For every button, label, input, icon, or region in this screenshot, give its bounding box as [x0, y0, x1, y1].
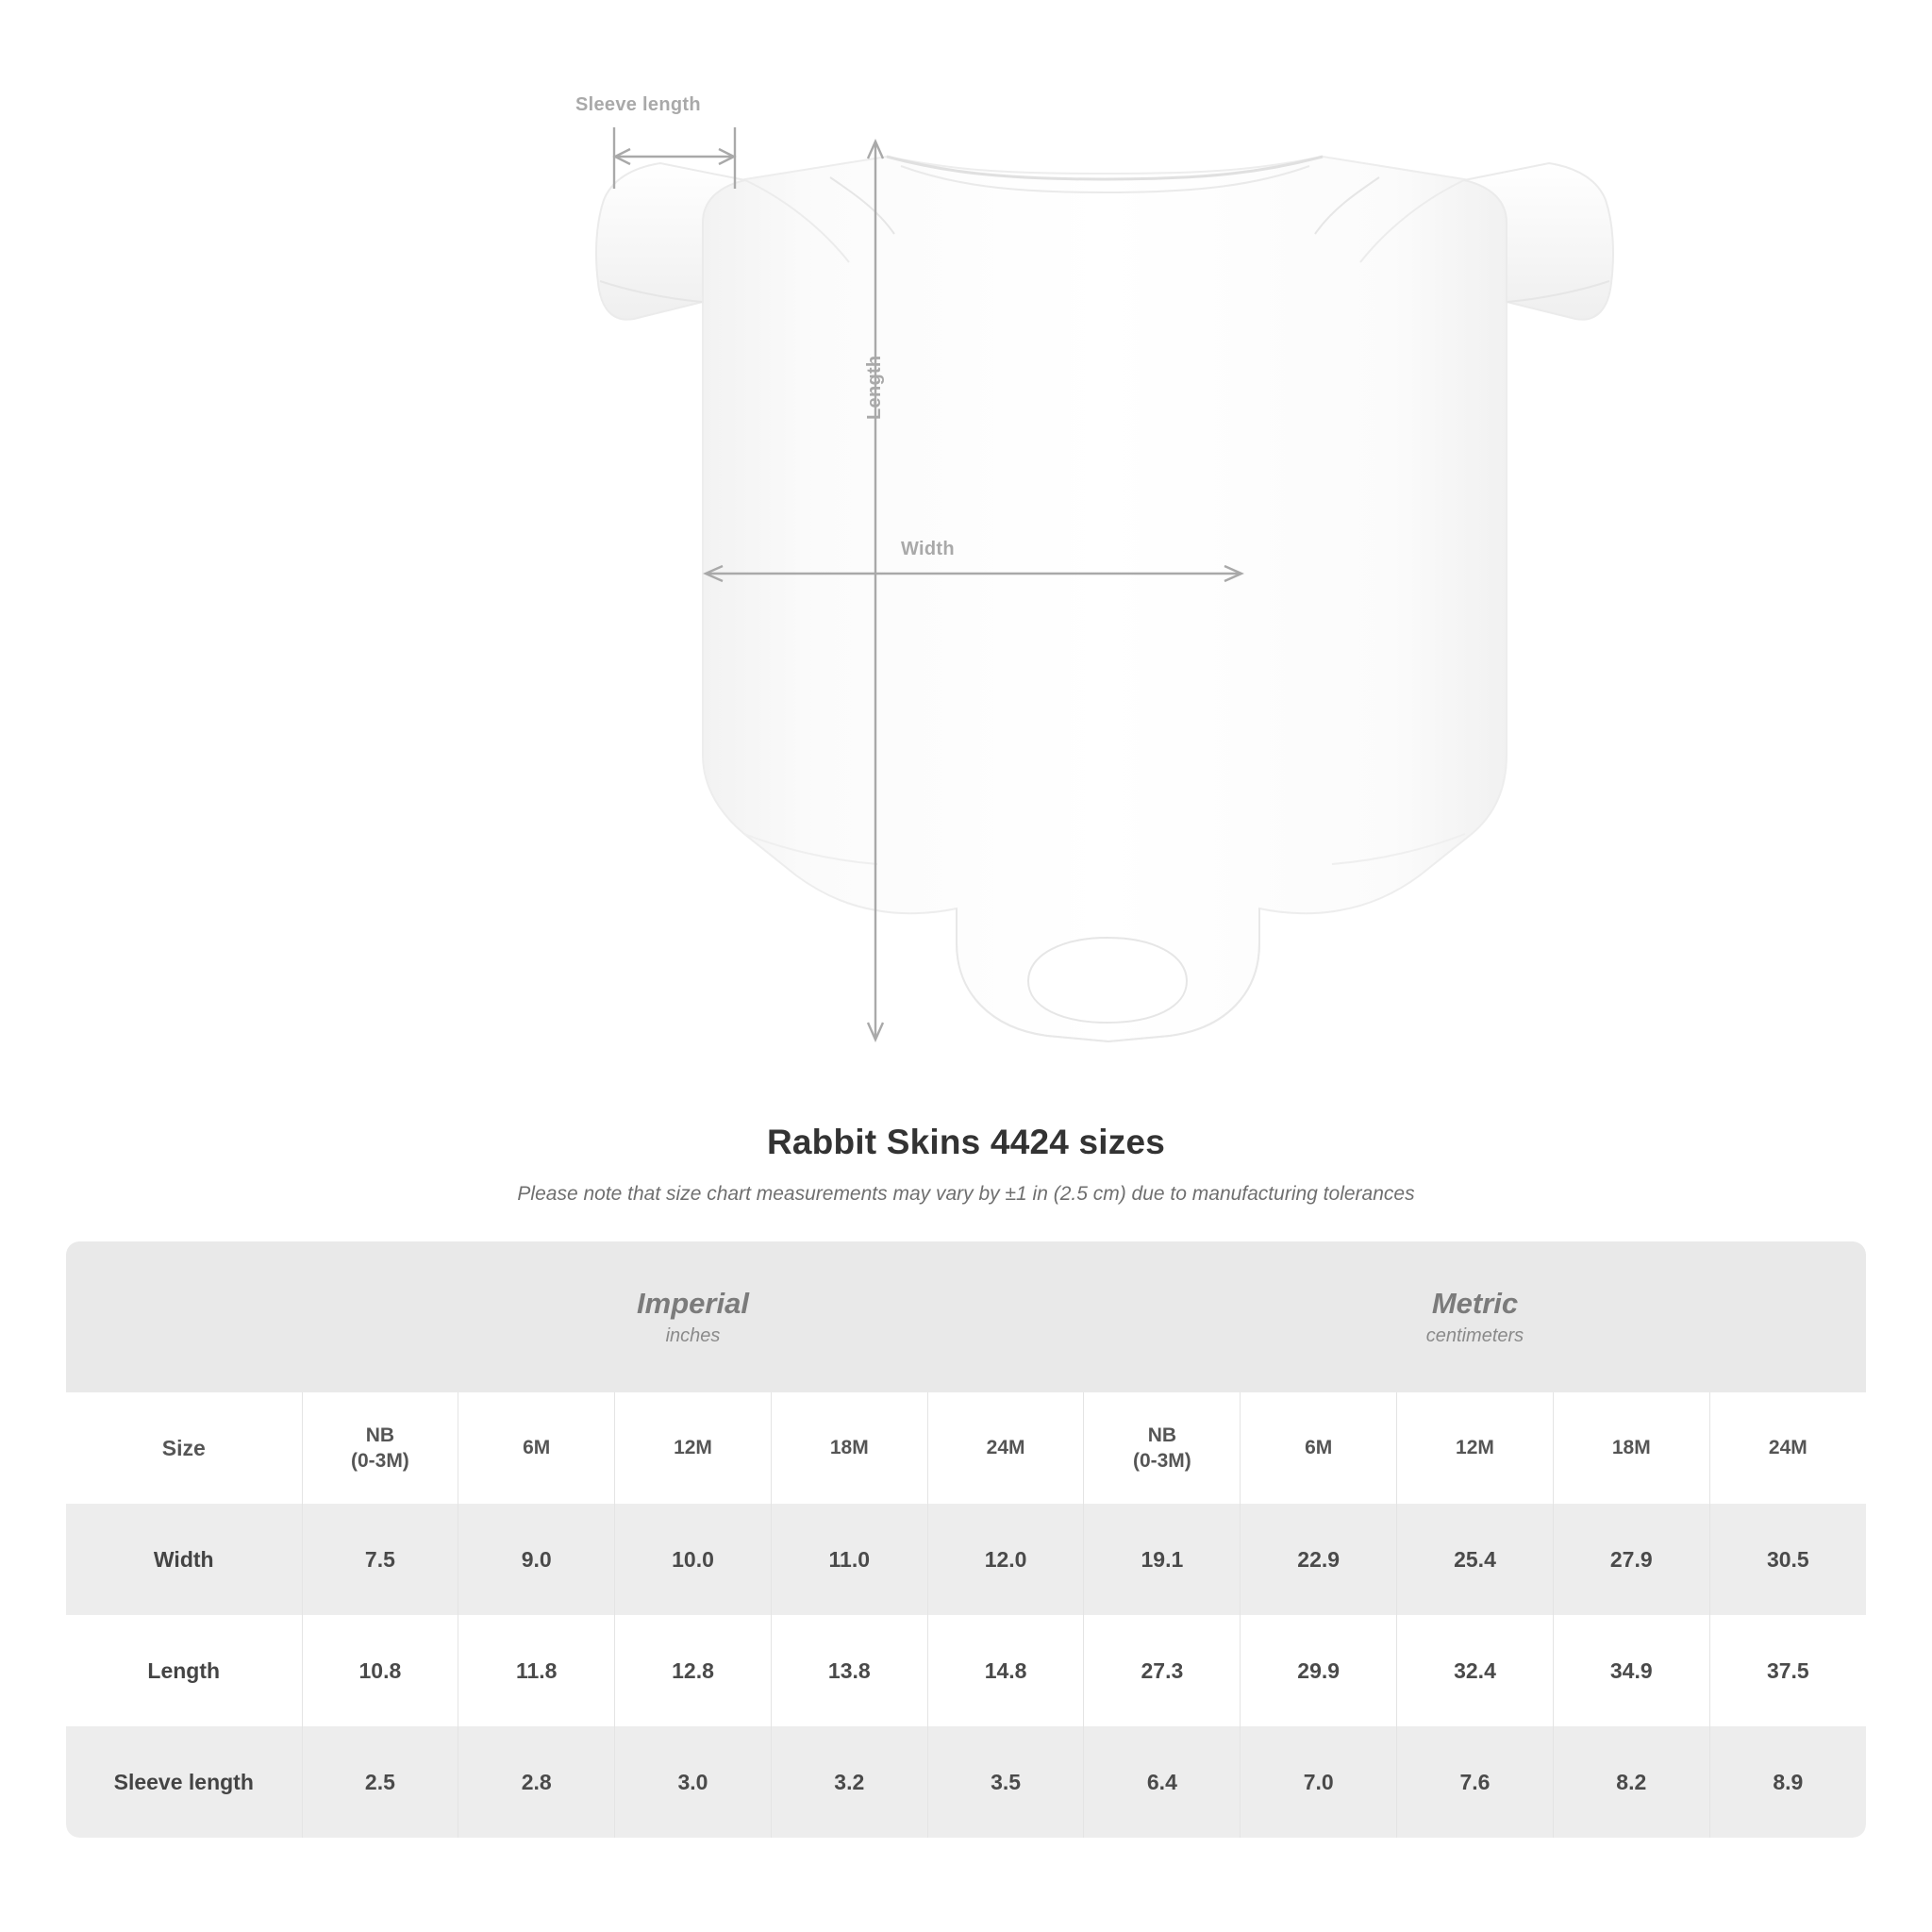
unit-header-imperial [302, 1241, 1084, 1392]
column-header-6m-metric: 6M [1241, 1392, 1397, 1504]
column-header-name: NB [1147, 1424, 1177, 1446]
width-label: Width [901, 539, 955, 559]
column-header-sub: (0-3M) [1132, 1450, 1191, 1472]
size-header-row [66, 1392, 1866, 1504]
column-header-6m-imperial: 6M [458, 1392, 615, 1504]
row-label-length: Length [66, 1615, 302, 1726]
cell-width-nb-metric: 19.1 [1084, 1504, 1241, 1615]
cell-length-24m-imperial: 14.8 [927, 1615, 1084, 1726]
cell-width-18m-metric: 27.9 [1553, 1504, 1709, 1615]
sleeve-length-label: Sleeve length [575, 94, 701, 115]
cell-sleeve-18m-imperial: 3.2 [771, 1726, 927, 1838]
cell-length-12m-imperial: 12.8 [615, 1615, 772, 1726]
cell-sleeve-12m-imperial: 3.0 [615, 1726, 772, 1838]
cell-width-nb-imperial: 7.5 [302, 1504, 458, 1615]
size-chart-table-wrap [66, 1241, 1866, 1838]
cell-length-nb-metric: 27.3 [1084, 1615, 1241, 1726]
column-header-12m-imperial: 12M [615, 1392, 772, 1504]
cell-length-12m-metric: 32.4 [1397, 1615, 1554, 1726]
cell-sleeve-6m-imperial: 2.8 [458, 1726, 615, 1838]
column-header-name: NB [365, 1424, 395, 1446]
unit-sub-metric: centimeters [1425, 1325, 1524, 1347]
row-label-sleeve-length: Sleeve length [66, 1726, 302, 1838]
cell-sleeve-24m-metric: 8.9 [1709, 1726, 1866, 1838]
cell-sleeve-18m-metric: 8.2 [1553, 1726, 1709, 1838]
length-label: Length [864, 355, 885, 420]
cell-sleeve-6m-metric: 7.0 [1241, 1726, 1397, 1838]
column-header-12m-metric: 12M [1397, 1392, 1554, 1504]
cell-width-6m-metric: 22.9 [1241, 1504, 1397, 1615]
column-header-sub: (0-3M) [350, 1450, 409, 1472]
column-header-24m-imperial: 24M [927, 1392, 1084, 1504]
table-row [66, 1726, 1866, 1838]
cell-sleeve-nb-metric: 6.4 [1084, 1726, 1241, 1838]
table-row [66, 1504, 1866, 1615]
cell-length-24m-metric: 37.5 [1709, 1615, 1866, 1726]
cell-length-6m-metric: 29.9 [1241, 1615, 1397, 1726]
unit-header-spacer [66, 1241, 302, 1392]
cell-width-6m-imperial: 9.0 [458, 1504, 615, 1615]
unit-sub-imperial: inches [665, 1325, 721, 1347]
row-label-width: Width [66, 1504, 302, 1615]
title-block [0, 1123, 1932, 1206]
cell-width-24m-metric: 30.5 [1709, 1504, 1866, 1615]
size-chart-table [66, 1241, 1866, 1838]
cell-width-12m-imperial: 10.0 [615, 1504, 772, 1615]
cell-width-24m-imperial: 12.0 [927, 1504, 1084, 1615]
unit-header-row [66, 1241, 1866, 1392]
cell-length-18m-imperial: 13.8 [771, 1615, 927, 1726]
cell-length-6m-imperial: 11.8 [458, 1615, 615, 1726]
table-row [66, 1615, 1866, 1726]
cell-sleeve-24m-imperial: 3.5 [927, 1726, 1084, 1838]
unit-system-imperial: Imperial [637, 1286, 749, 1320]
unit-system-metric: Metric [1431, 1286, 1519, 1320]
cell-sleeve-nb-imperial: 2.5 [302, 1726, 458, 1838]
cell-width-12m-metric: 25.4 [1397, 1504, 1554, 1615]
cell-length-nb-imperial: 10.8 [302, 1615, 458, 1726]
cell-length-18m-metric: 34.9 [1553, 1615, 1709, 1726]
page-title: Rabbit Skins 4424 sizes [766, 1123, 1166, 1161]
column-header-24m-metric: 24M [1709, 1392, 1866, 1504]
column-header-18m-metric: 18M [1553, 1392, 1709, 1504]
cell-sleeve-12m-metric: 7.6 [1397, 1726, 1554, 1838]
cell-width-18m-imperial: 11.0 [771, 1504, 927, 1615]
column-header-18m-imperial: 18M [771, 1392, 927, 1504]
tolerance-note: Please note that size chart measurements may vary by ±1 in (2.5 cm) due to manufacturing tolerances [517, 1183, 1415, 1205]
unit-header-metric [1084, 1241, 1866, 1392]
column-header-nb-imperial [302, 1392, 458, 1504]
size-header-label: Size [66, 1392, 302, 1504]
column-header-nb-metric [1084, 1392, 1241, 1504]
